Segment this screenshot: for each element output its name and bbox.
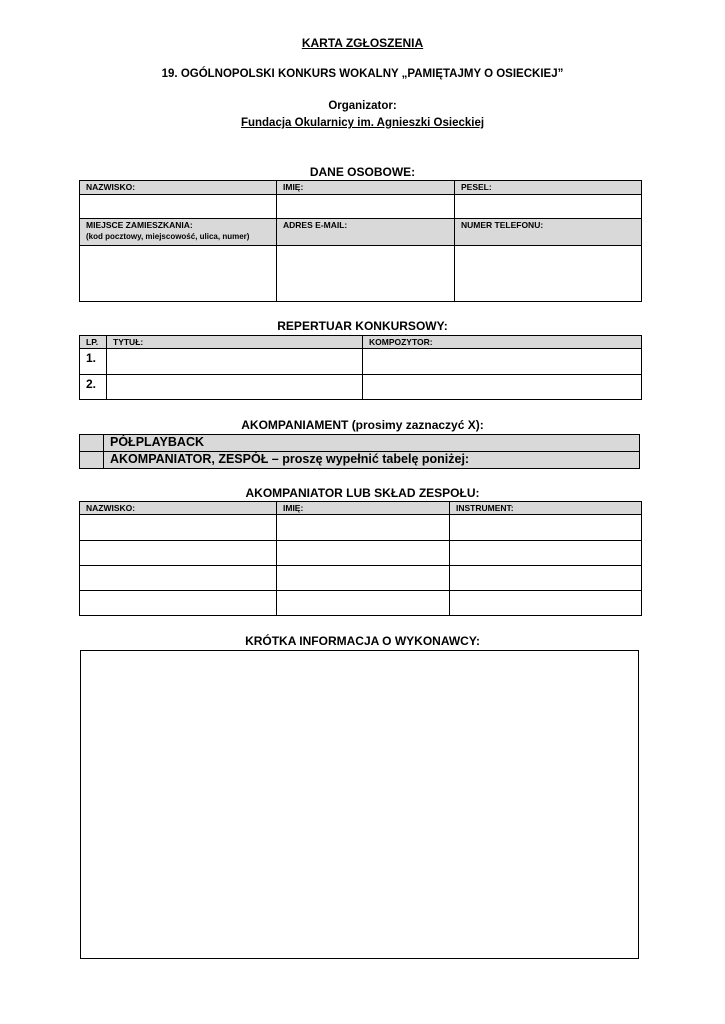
surname-field[interactable] [80,195,277,219]
pesel-field[interactable] [455,195,642,219]
personal-table [79,180,642,302]
form-title: KARTA ZGŁOSZENIA [301,36,424,50]
band-name-field[interactable] [277,566,450,591]
accompaniment-table [79,434,640,469]
organizer-label: Organizator: [328,100,397,112]
header-surname: NAZWISKO: [80,502,277,515]
band-name-field[interactable] [277,591,450,616]
title-field[interactable] [107,349,363,375]
band-instrument-field[interactable] [450,591,642,616]
contest-title: 19. OGÓLNOPOLSKI KONKURS WOKALNY „PAMIĘTAJMY O OSIECKIEJ” [161,68,564,80]
repertoire-heading: REPERTUAR KONKURSOWY: [277,319,448,333]
personal-heading: DANE OSOBOWE: [309,165,416,179]
band-surname-field[interactable] [80,515,277,541]
title-field[interactable] [107,375,363,400]
band-name-field[interactable] [277,515,450,541]
header-address-hint: (kod pocztowy, miejscowość, ulica, numer) [86,232,250,241]
header-instrument: INSTRUMENT: [450,502,642,515]
header-address-label: MIEJSCE ZAMIESZKANIA: [86,220,193,230]
email-field[interactable] [277,246,455,302]
header-name: IMIĘ: [277,502,450,515]
header-address [80,219,277,246]
header-phone: NUMER TELEFONU: [455,219,642,246]
band-instrument-field[interactable] [450,566,642,591]
address-field[interactable] [80,246,277,302]
band-instrument-field[interactable] [450,541,642,566]
header-title: TYTUŁ: [107,336,363,349]
band-instrument-field[interactable] [450,515,642,541]
organizer-name: Fundacja Okularnicy im. Agnieszki Osieckiej [240,117,485,129]
band-table [79,501,642,616]
accompaniment-heading: AKOMPANIAMENT (prosimy zaznaczyć X): [241,418,484,432]
header-email: ADRES E-MAIL: [277,219,455,246]
info-heading: KRÓTKA INFORMACJA O WYKONAWCY: [245,634,480,648]
header-name: IMIĘ: [277,181,455,195]
header-surname: NAZWISKO: [80,181,277,195]
playback-option: PÓŁPLAYBACK [104,435,640,452]
band-surname-field[interactable] [80,541,277,566]
band-option: AKOMPANIATOR, ZESPÓŁ – proszę wypełnić tabelę poniżej: [104,452,640,469]
playback-checkbox[interactable] [80,435,104,452]
header-pesel: PESEL: [455,181,642,195]
band-heading: AKOMPANIATOR LUB SKŁAD ZESPOŁU: [245,486,480,500]
band-surname-field[interactable] [80,566,277,591]
repertoire-table [79,335,642,400]
header-composer: KOMPOZYTOR: [363,336,642,349]
performer-info-field[interactable] [80,650,639,959]
band-name-field[interactable] [277,541,450,566]
band-surname-field[interactable] [80,591,277,616]
composer-field[interactable] [363,349,642,375]
name-field[interactable] [277,195,455,219]
composer-field[interactable] [363,375,642,400]
header-lp: LP. [80,336,107,349]
phone-field[interactable] [455,246,642,302]
row-number: 1. [80,349,107,375]
row-number: 2. [80,375,107,400]
band-checkbox[interactable] [80,452,104,469]
